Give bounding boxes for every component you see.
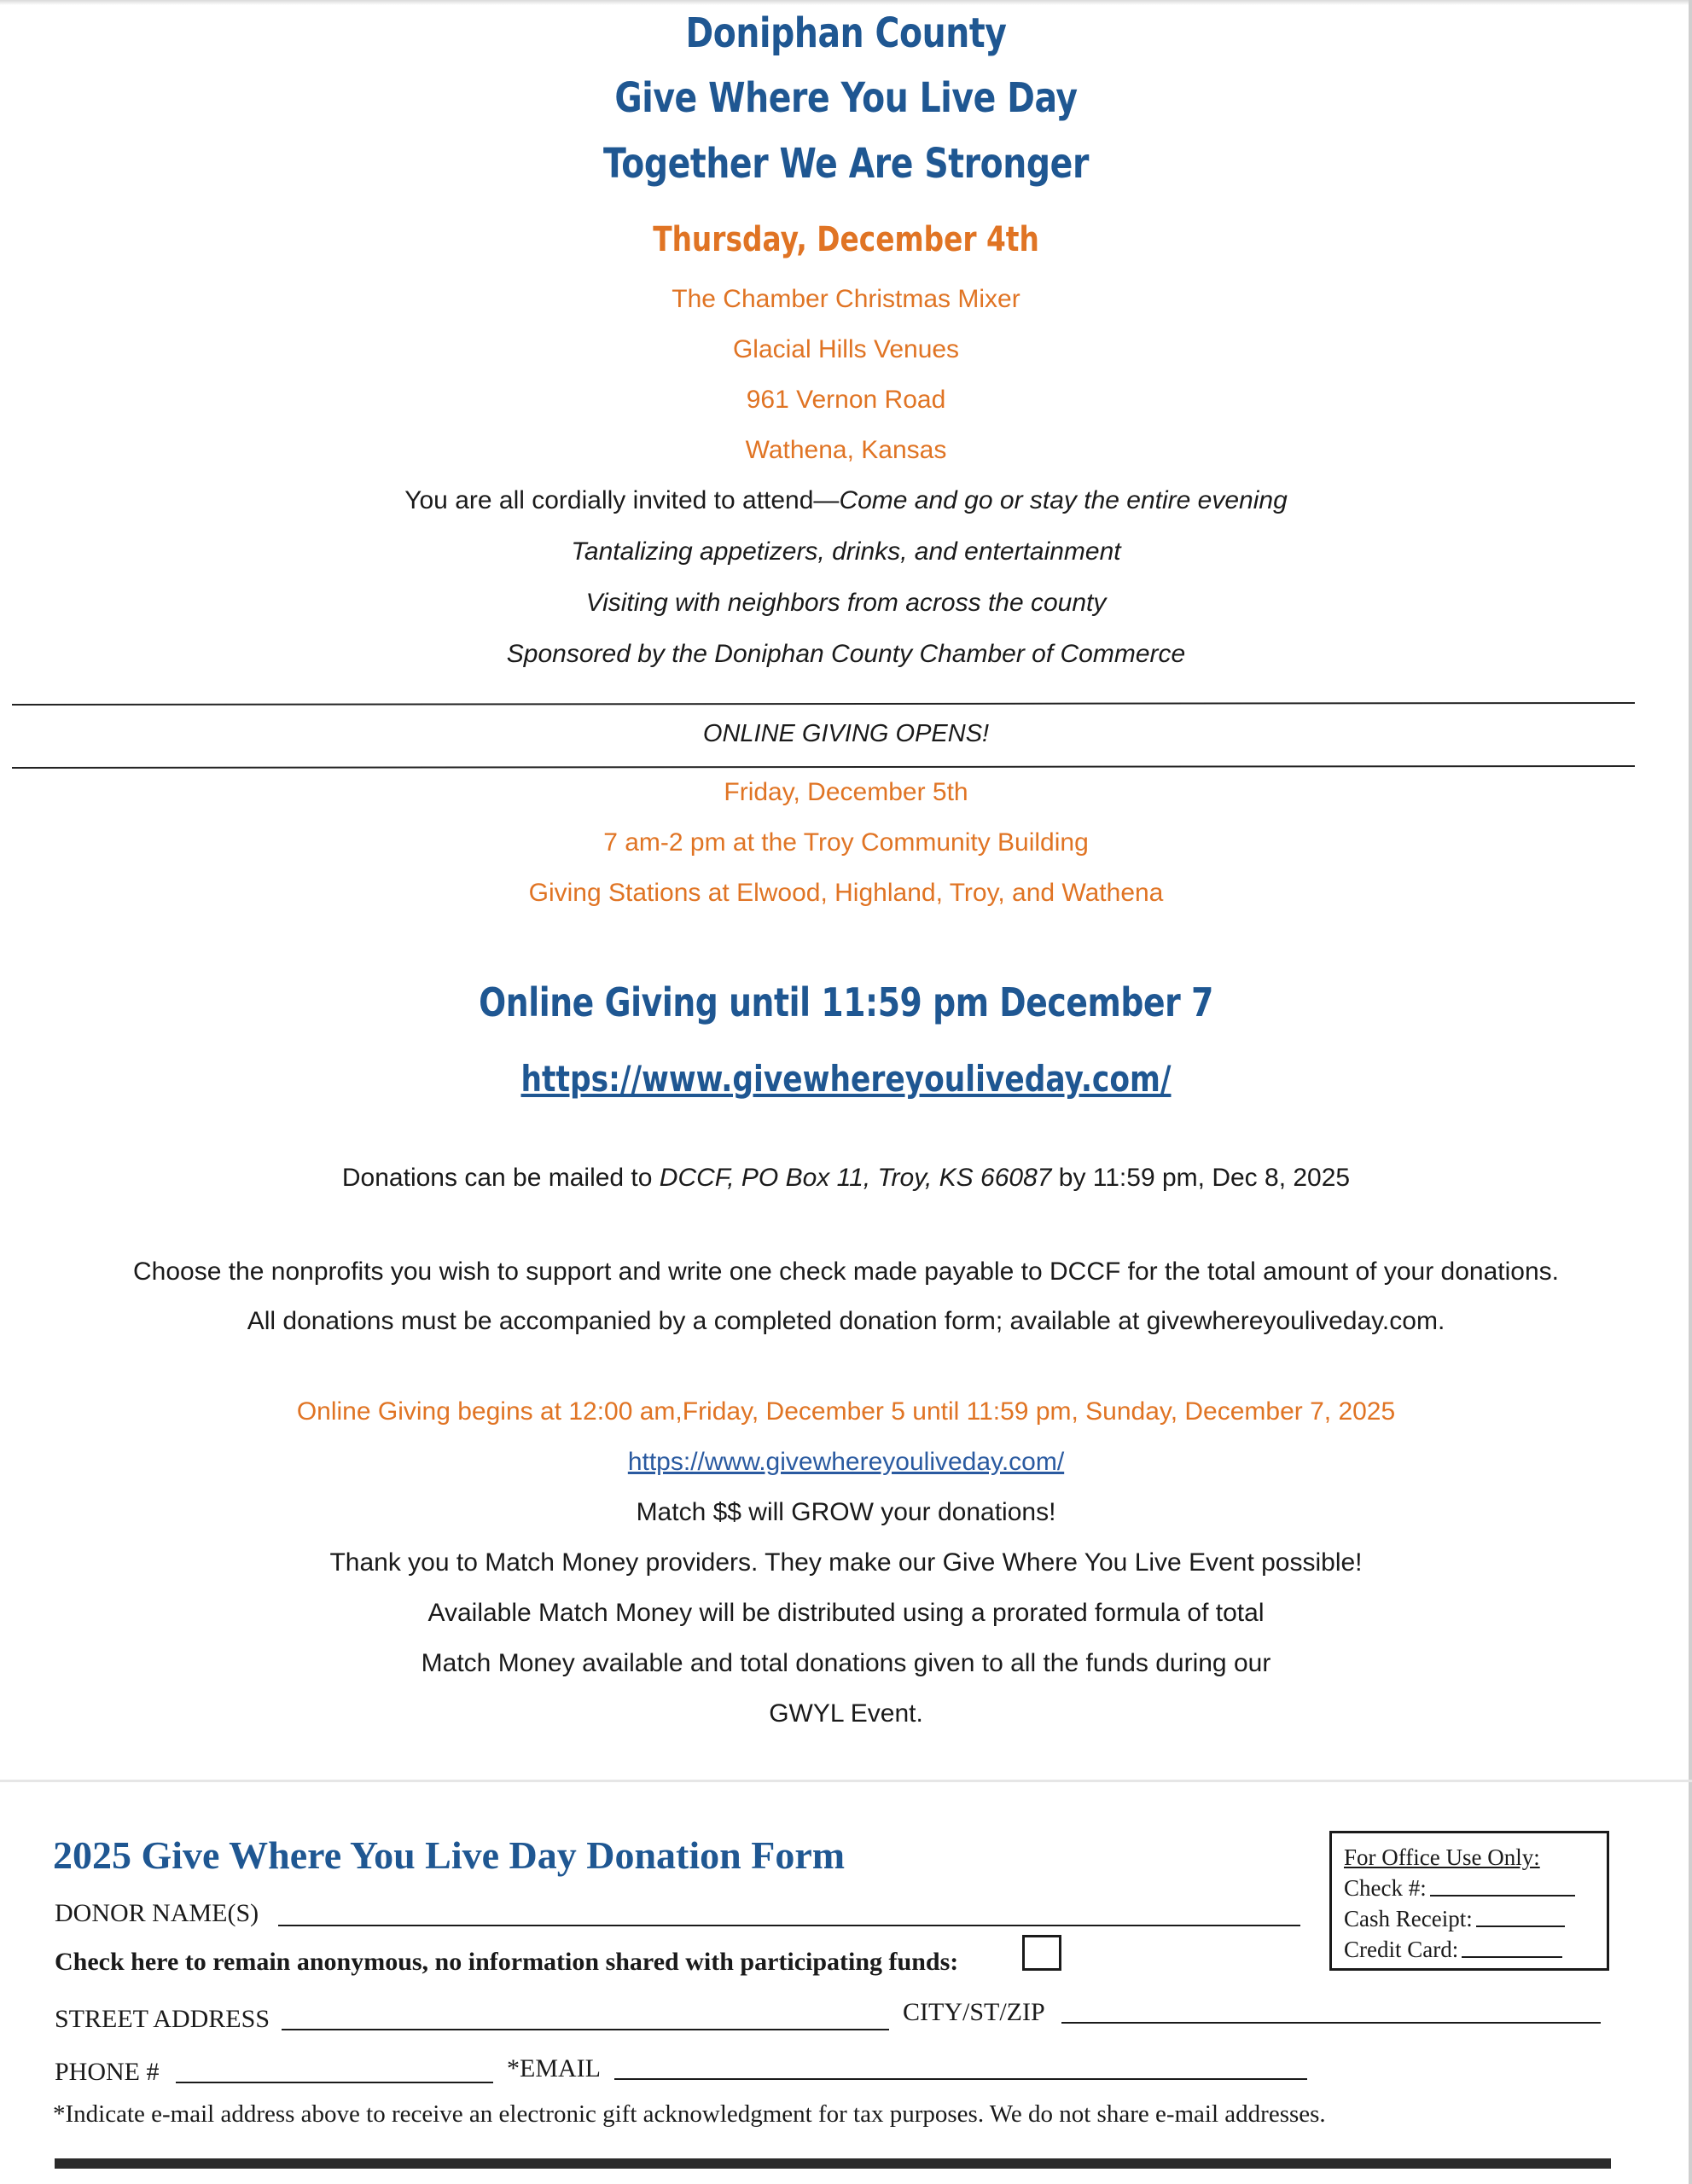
office-credit-field[interactable] (1462, 1934, 1562, 1958)
website-link-large[interactable]: https://www.givewhereyouliveday.com/ (520, 1058, 1172, 1100)
scan-edge-top (0, 0, 1692, 5)
prorate-line2: Match Money available and total donations given to all the funds during our (421, 1649, 1271, 1677)
mail-deadline: by 11:59 pm, Dec 8, 2025 (1051, 1164, 1351, 1192)
office-cash-label: Cash Receipt: (1344, 1906, 1473, 1931)
office-check-field[interactable] (1430, 1873, 1575, 1896)
sponsor-line: Sponsored by the Doniphan County Chamber of Commerce (506, 640, 1186, 668)
donor-name-label: DONOR NAME(S) (55, 1899, 259, 1927)
office-cash-field[interactable] (1476, 1903, 1565, 1927)
office-check-label: Check #: (1344, 1875, 1427, 1901)
email-label: *EMAIL (507, 2054, 601, 2082)
phone-label: PHONE # (55, 2058, 160, 2086)
online-opens-date: Friday, December 5th (724, 778, 968, 806)
online-opens-title: ONLINE GIVING OPENS! (702, 720, 990, 747)
email-footnote: *Indicate e-mail address above to receive an electronic gift acknowledgment for tax purposes. We do not share e-mail addresses. (53, 2100, 1326, 2128)
email-field[interactable] (614, 2078, 1307, 2080)
instructions-line2: All donations must be accompanied by a completed donation form; available at givewhereyouliveday.com. (247, 1307, 1445, 1335)
city-st-zip-field[interactable] (1061, 2022, 1601, 2024)
invite-line (0, 486, 1692, 515)
header-county: Doniphan County (685, 9, 1007, 57)
donor-name-field[interactable] (278, 1925, 1300, 1926)
divider-bottom (12, 765, 1635, 769)
invite-plain: You are all cordially invited to attend— (404, 486, 840, 514)
office-use-title: For Office Use Only: (1344, 1844, 1540, 1870)
office-use-box (1329, 1831, 1609, 1971)
header-row-2 (0, 73, 1692, 123)
city-st-zip-label: CITY/ST/ZIP (903, 1998, 1045, 2026)
form-title: 2025 Give Where You Live Day Donation Form (53, 1833, 846, 1877)
bottom-bar (55, 2158, 1611, 2169)
prorate-line3: GWYL Event. (769, 1699, 923, 1728)
street-address-field[interactable] (282, 2029, 889, 2030)
mail-line (0, 1164, 1692, 1193)
street-address-label: STREET ADDRESS (55, 2005, 270, 2033)
online-opens-time-place: 7 am-2 pm at the Troy Community Building (603, 828, 1089, 857)
header-event-name: Give Where You Live Day (614, 74, 1078, 122)
office-credit-row (1344, 1934, 1595, 1965)
mixer-event: The Chamber Christmas Mixer (672, 285, 1020, 313)
instructions-line1: Choose the nonprofits you wish to support and write one check made payable to DCCF for the total amount of your donations. (133, 1258, 1559, 1286)
visiting-line: Visiting with neighbors from across the county (585, 589, 1107, 617)
header-tagline: Together We Are Stronger (603, 140, 1089, 188)
invite-italic: Come and go or stay the entire evening (839, 486, 1288, 514)
mixer-city: Wathena, Kansas (745, 436, 947, 464)
mixer-venue: Glacial Hills Venues (732, 335, 960, 363)
online-until-row (0, 979, 1692, 1025)
online-window-line: Online Giving begins at 12:00 am,Friday, December 5 until 11:59 pm, Sunday, December 7, 2025 (296, 1397, 1396, 1426)
mixer-address: 961 Vernon Road (746, 386, 946, 414)
office-check-row (1344, 1873, 1595, 1903)
header-block (0, 9, 1692, 58)
anonymous-checkbox[interactable] (1022, 1935, 1061, 1971)
form-separator (0, 1780, 1692, 1782)
mail-word2: can be mailed to (456, 1164, 660, 1192)
mail-word1: Donations (341, 1164, 457, 1192)
website-link-small-row (0, 1448, 1692, 1477)
match-line: Match $$ will GROW your donations! (636, 1498, 1056, 1526)
office-cash-row (1344, 1903, 1595, 1934)
header-row-3 (0, 139, 1692, 189)
mixer-date: Thursday, December 4th (653, 220, 1039, 259)
phone-field[interactable] (176, 2082, 493, 2083)
mail-address: DCCF, PO Box 11, Troy, KS 66087 (659, 1164, 1052, 1192)
appetizers-line: Tantalizing appetizers, drinks, and entertainment (571, 537, 1121, 566)
mixer-date-row (0, 220, 1692, 259)
anonymous-label: Check here to remain anonymous, no information shared with participating funds: (55, 1948, 959, 1976)
prorate-line1: Available Match Money will be distributed using a prorated formula of total (427, 1599, 1265, 1627)
giving-stations: Giving Stations at Elwood, Highland, Troy, and Wathena (528, 879, 1164, 907)
online-until-title: Online Giving until 11:59 pm December 7 (479, 979, 1213, 1025)
divider-top (12, 702, 1635, 706)
website-link-small[interactable]: https://www.givewhereyouliveday.com/ (627, 1448, 1065, 1476)
thanks-line: Thank you to Match Money providers. They make our Give Where You Live Event possible! (329, 1548, 1363, 1577)
office-credit-label: Credit Card: (1344, 1937, 1459, 1962)
website-link-row (0, 1058, 1692, 1100)
